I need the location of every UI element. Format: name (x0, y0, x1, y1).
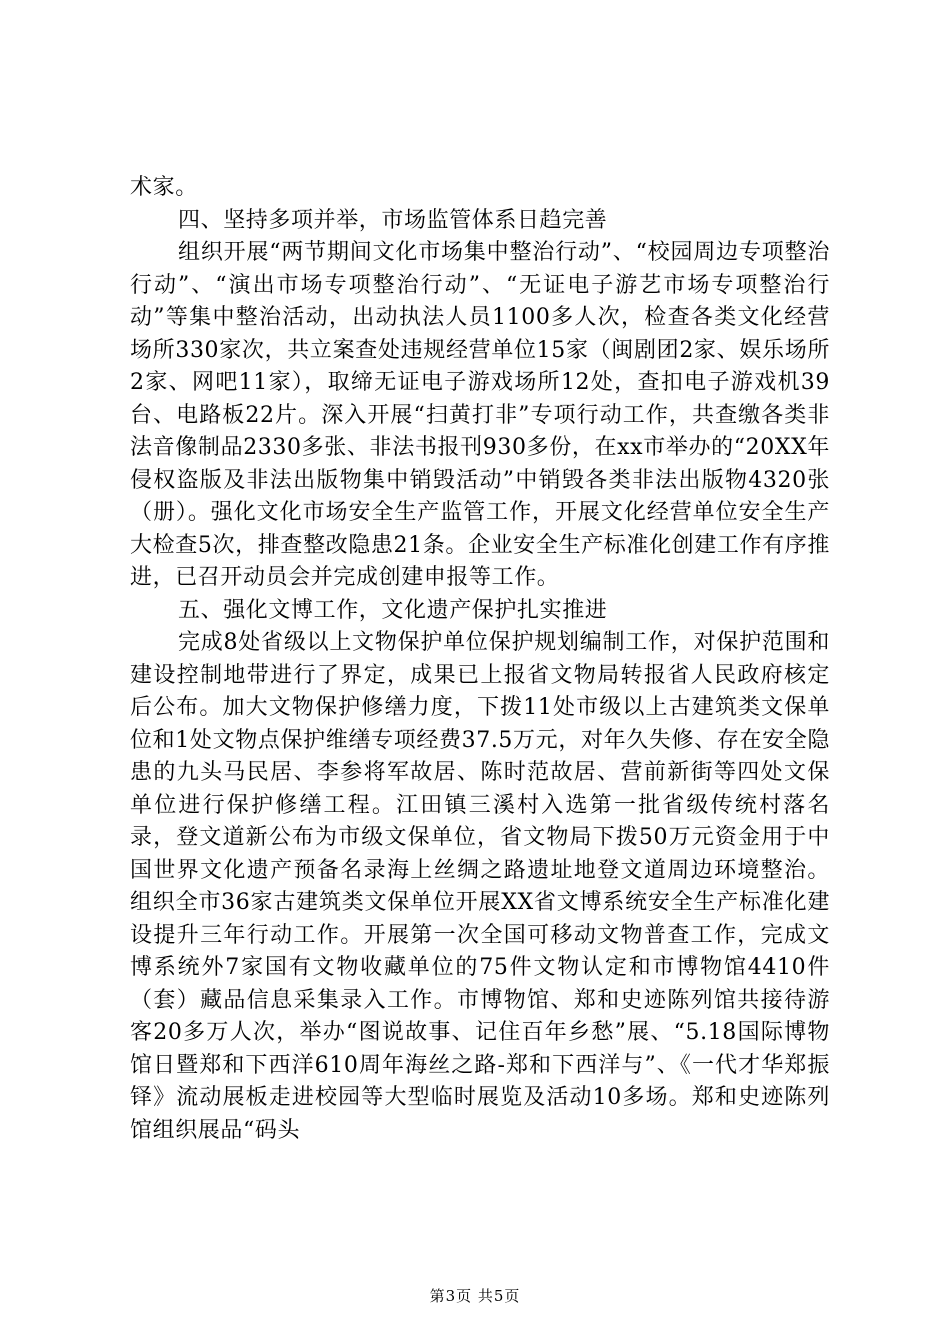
section-heading-market-supervision: 四、坚持多项并举，市场监管体系日趋完善 (178, 207, 608, 233)
page-footer: 第3页 共5页 (429, 1287, 521, 1305)
document-body (130, 172, 830, 1147)
section-heading-cultural-heritage: 五、强化文博工作，文化遗产保护扎实推进 (178, 597, 608, 623)
paragraph-continuation: 术家。 (130, 175, 198, 200)
paragraph-cultural-heritage: 完成8处省级以上文物保护单位保护规划编制工作，对保护范围和建设控制地带进行了界定，成果已上报省文物局转报省人民政府核定后公布。加大文物保护修缮力度，下拨11处市级以上古建筑类文保单位和1处文物点保护维缮专项经费37.5万元，对年久失修、存在安全隐患的九头马民居、李参将军故居、陈时范故居、营前新街等四处文保单位进行保护修缮工程。江田镇三溪村入选第一批省级传统村落名录，登文道新公布为市级文保单位，省文物局下拨50万元资金用于中国世界文化遗产预备名录海上丝绸之路遗址地登文道周边环境整治。组织全市36家古建筑类文保单位开展XX省文博系统安全生产标准化建设提升三年行动工作。开展第一次全国可移动文物普查工作，完成文博系统外7家国有文物收藏单位的75件文物认定和市博物馆4410件（套）藏品信息采集录入工作。市博物馆、郑和史迹陈列馆共接待游客20多万人次，举办“图说故事、记住百年乡愁”展、“5.18国际博物馆日暨郑和下西洋610周年海丝之路-郑和下西洋与”、《一代才华郑振铎》流动展板走进校园等大型临时展览及活动10多场。郑和史迹陈列馆组织展品“码头 (130, 630, 830, 1143)
paragraph-market-supervision: 组织开展“两节期间文化市场集中整治行动”、“校园周边专项整治行动”、“演出市场专项整治行动”、“无证电子游艺市场专项整治行动”等集中整治活动，出动执法人员1100多人次，检查各类文化经营场所330家次，共立案查处违规经营单位15家（闽剧团2家、娱乐场所2家、网吧11家），取缔无证电子游戏场所12处，查扣电子游戏机39台、电路板22片。深入开展“扫黄打非”专项行动工作，共查缴各类非法音像制品2330多张、非法书报刊930多份，在xx市举办的“20XX年侵权盗版及非法出版物集中销毁活动”中销毁各类非法出版物4320张（册）。强化文化市场安全生产监管工作，开展文化经营单位安全生产大检查5次，排查整改隐患21条。企业安全生产标准化创建工作有序推进，已召开动员会并完成创建申报等工作。 (130, 240, 830, 590)
